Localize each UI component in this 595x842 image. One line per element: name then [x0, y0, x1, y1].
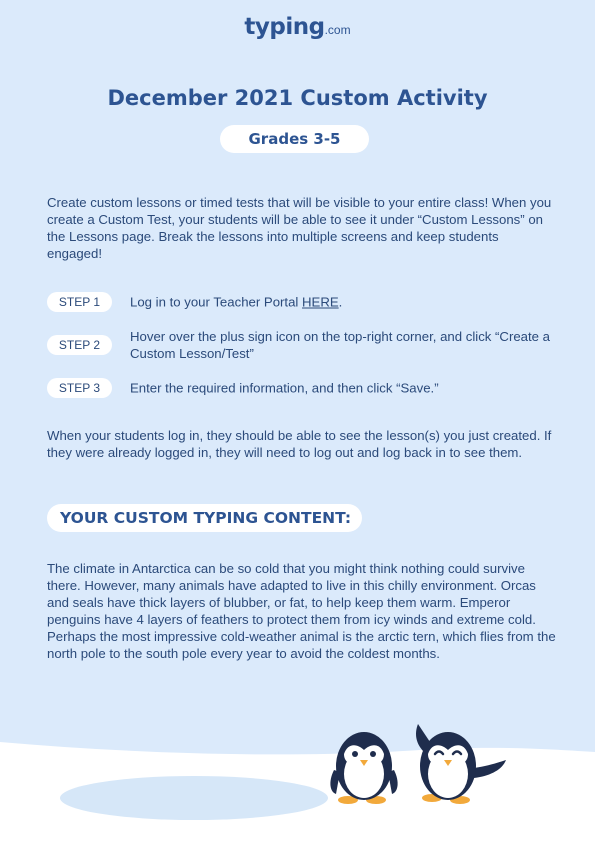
step-2: [47, 327, 557, 363]
penguin-right-icon: [412, 718, 508, 806]
step-1-text: Log in to your Teacher Portal: [130, 294, 303, 310]
logo-domain: .com: [324, 23, 351, 37]
section-title: YOUR CUSTOM TYPING CONTENT:: [47, 504, 362, 532]
teacher-portal-link[interactable]: HERE: [302, 294, 339, 310]
step-text: [130, 294, 560, 311]
penguin-left-icon: [328, 722, 402, 806]
step-1: [47, 284, 557, 320]
step-text: Hover over the plus sign icon on the top-right corner, and click “Create a Custom Lesson/Test”: [130, 329, 551, 361]
step-badge: STEP 3: [47, 378, 112, 398]
typing-logo: [0, 14, 595, 40]
step-3: [47, 370, 557, 406]
step-badge: STEP 1: [47, 292, 112, 312]
step-text: Enter the required information, and then click “Save.”: [130, 380, 439, 396]
logo-text: typing: [244, 14, 325, 40]
page-title: December 2021 Custom Activity: [107, 86, 488, 110]
custom-typing-content: The climate in Antarctica can be so cold that you might think nothing could survive there. However, many animals have adapted to live in this chilly environment. Orcas and seals have thick layers of blubber, or fat, to help keep them warm. Emperor penguins have 4 layers of feathers to protect them from icy winds and extreme cold. Perhaps the most impressive cold-weather animal is the arctic tern, which flies from the north pole to the south pole every year to avoid the coldest months.: [47, 561, 556, 661]
ice-patch: [60, 776, 328, 820]
login-info-paragraph: When your students log in, they should be able to see the lesson(s) you just created. If they were already logged in, they will need to log out and log back in to see them.: [47, 428, 552, 460]
grades-badge: Grades 3-5: [220, 125, 369, 153]
intro-paragraph: Create custom lessons or timed tests that will be visible to your entire class! When you create a Custom Test, your students will be able to see it under “Custom Lessons” on the Lessons page. Break the lessons into multiple screens and keep students engaged!: [47, 195, 552, 261]
step-1-after: .: [338, 294, 343, 310]
step-badge: STEP 2: [47, 335, 112, 355]
